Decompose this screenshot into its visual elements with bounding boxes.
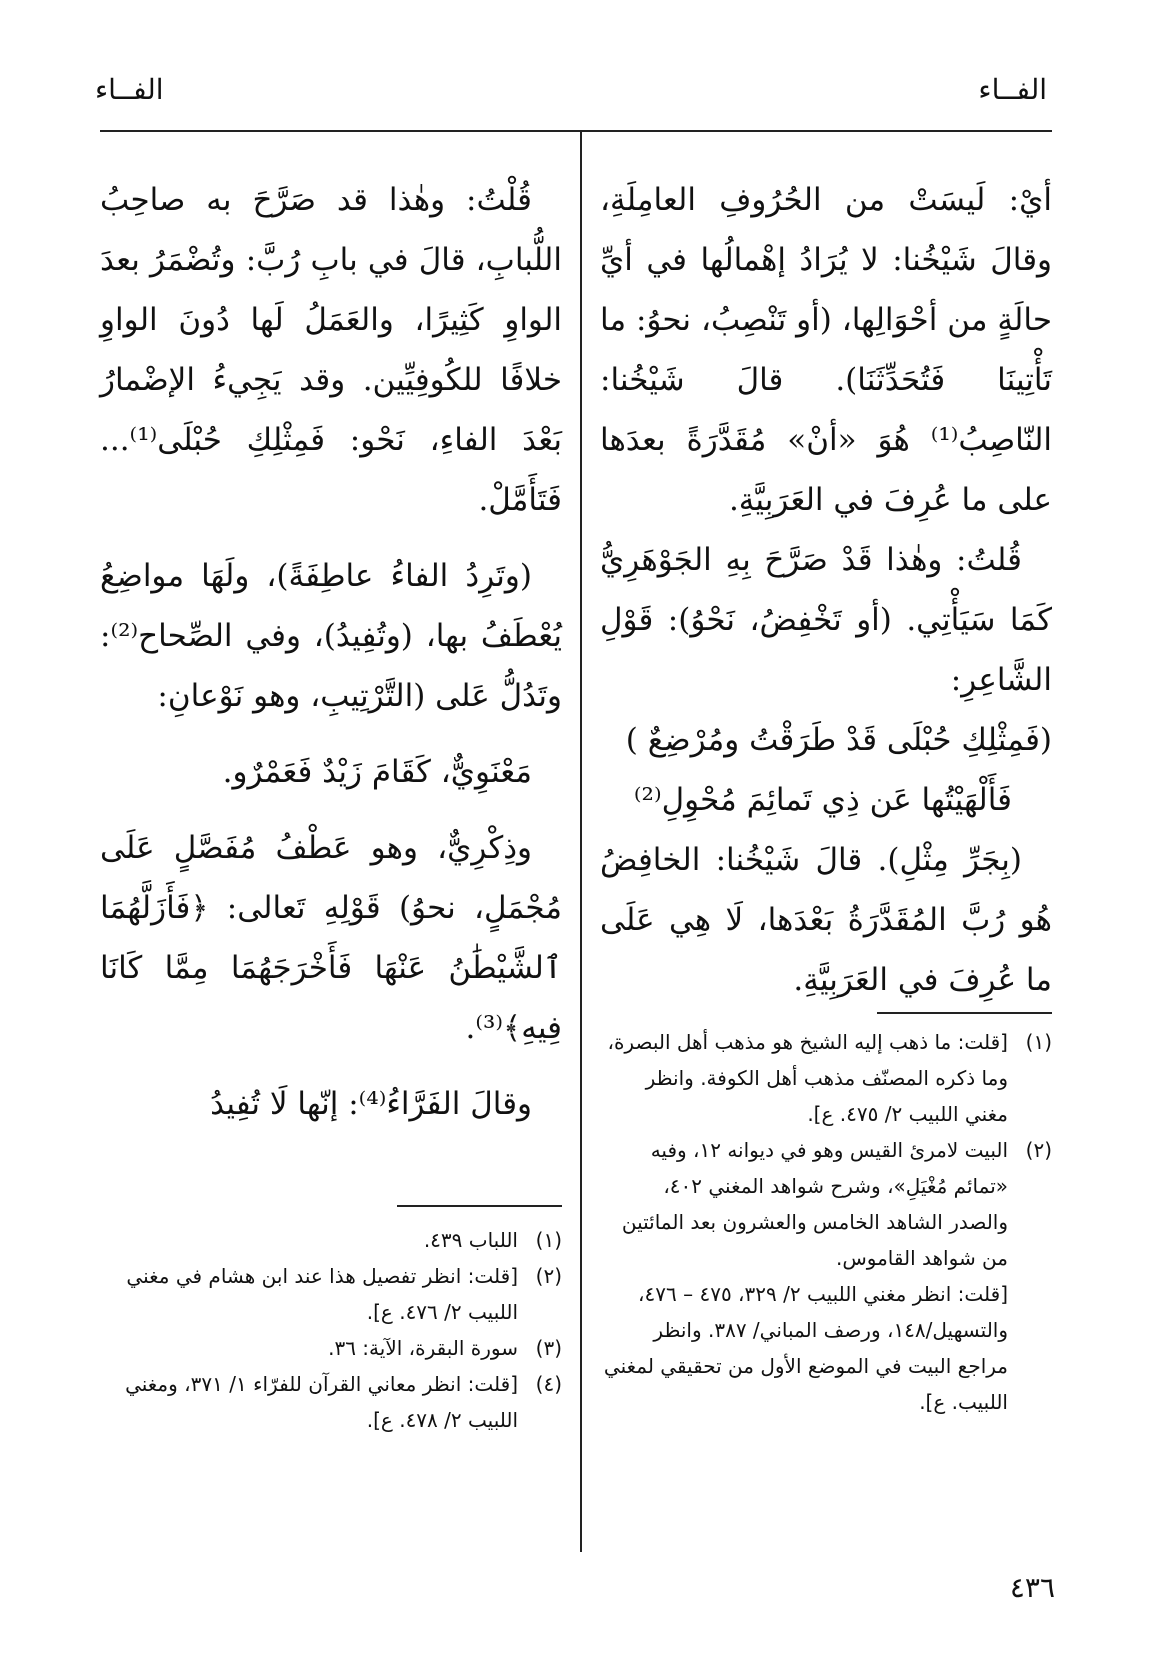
footnote-text: اللباب ٤٣٩.	[423, 1228, 518, 1252]
footnote-number: (٤)	[535, 1372, 562, 1396]
footnote-text: [قلت: انظر معاني القرآن للفرّاء ١/ ٣٧١، ومغني اللبيب ٢/ ٤٧٨. ع].	[125, 1372, 518, 1432]
paragraph: (بِجَرِّ مِثْلِ). قالَ شَيْخُنا: الخافِضُ هُو رُبَّ المُقَدَّرَةُ بَعْدَها، لَا هِي عَلَى ما عُرِفَ في العَرَبِيَّةِ.	[600, 842, 1052, 998]
footnote	[100, 1222, 562, 1258]
footnotes-right	[600, 1024, 1052, 1420]
footnote	[600, 1024, 1052, 1132]
footnote-number: (٢)	[535, 1264, 562, 1288]
footnote-number: (٣)	[535, 1336, 562, 1360]
footnote-text: [قلت: انظر مغني اللبيب ٢/ ٣٢٩، ٤٧٥ – ٤٧٦، والتسهيل/١٤٨، ورصف المباني/ ٣٨٧. وانظر مراجع البيت في الموضع الأول من تحقيقي لمغني اللبيب. ع].	[603, 1282, 1008, 1414]
footnote-number: (١)	[535, 1228, 562, 1252]
footnote	[100, 1330, 562, 1366]
footnote-rule-left	[397, 1205, 562, 1207]
footnote	[600, 1132, 1052, 1276]
paragraph: أيْ: لَيسَتْ من الحُرُوفِ العامِلَةِ، وقالَ شَيْخُنا: لا يُرَادُ إهْمالُها في أيِّ حالَةٍ من أحْوَالِها، (أو تَنْصِبُ، نحوُ: ما تَأْتِينَا فَتُحَدِّثَنَا). قالَ شَيْخُنا: النّاصِبُ⁽¹⁾ هُوَ «أنْ» مُقَدَّرَةً بعدَها على ما عُرِفَ في العَرَبِيَّةِ.	[600, 182, 1052, 518]
running-header-right: الفــاء	[978, 73, 1047, 106]
running-header-left: الفــاء	[95, 73, 164, 106]
footnote	[600, 1276, 1052, 1420]
column-divider	[580, 132, 582, 1552]
verse-line: (فَمِثْلِكِ حُبْلَى قَدْ طَرَقْتُ ومُرْضِعٌ )	[625, 722, 1052, 758]
paragraph: وقالَ الفَرَّاءُ⁽⁴⁾: إنّها لَا تُفِيدُ	[210, 1086, 532, 1122]
header-rule	[100, 130, 1052, 132]
footnote-text: [قلت: انظر تفصيل هذا عند ابن هشام في مغني اللبيب ٢/ ٤٧٦. ع].	[126, 1264, 518, 1324]
paragraph: وذِكْرِيٌّ، وهو عَطْفُ مُفَصَّلٍ عَلَى مُجْمَلٍ، نحوُ) قَوْلِهِ تَعالى: ﴿فَأَزَلَّهُمَا ٱلشَّيْطَٰنُ عَنْهَا فَأَخْرَجَهُمَا مِمَّا كَانَا فِيهِ﴾⁽³⁾.	[100, 830, 562, 1046]
page-number: ٤٣٦	[1009, 1571, 1055, 1604]
footnote-text: البيت لامرئ القيس وهو في ديوانه ١٢، وفيه «تمائم مُغْيَلِ»، وشرح شواهد المغني ٤٠٢، والصدر الشاهد الخامس والعشرون بعد المائتين من شواهد القاموس.	[621, 1138, 1008, 1270]
footnote-text: [قلت: ما ذهب إليه الشيخ هو مذهب أهل البصرة، وما ذكره المصنّف مذهب أهل الكوفة. وانظر مغني اللبيب ٢/ ٤٧٥. ع].	[607, 1030, 1008, 1126]
paragraph: قُلتُ: وهٰذا قَدْ صَرَّحَ بِهِ الجَوْهَرِيُّ كَمَا سَيَأْتِي. (أو تَخْفِضُ، نَحْوُ): قَوْلِ الشَّاعِرِ:	[600, 542, 1052, 698]
footnote-number: (٢)	[1025, 1138, 1052, 1162]
verse-line: فَأَلْهَيْتُها عَن ذِي تَمائِمَ مُحْوِلِ⁽²⁾	[633, 782, 1012, 818]
right-column	[600, 170, 1052, 1010]
footnote-rule-right	[877, 1012, 1052, 1014]
footnote-text: سورة البقرة، الآية: ٣٦.	[328, 1336, 518, 1360]
footnote	[100, 1366, 562, 1438]
paragraph: مَعْنَوِيٌّ، كَقَامَ زَيْدٌ فَعَمْرٌو.	[222, 754, 532, 790]
footnote-number: (١)	[1025, 1030, 1052, 1054]
footnote	[100, 1258, 562, 1330]
paragraph: (وتَرِدُ الفاءُ عاطِفَةً)، ولَهَا مواضِعُ يُعْطَفُ بها، (وتُفِيدُ)، وفي الصِّحاح⁽²⁾: وتَدُلُّ عَلى (التَّرْتِيبِ، وهو نَوْعانِ:	[100, 558, 562, 714]
footnotes-left	[100, 1222, 562, 1438]
left-column	[100, 170, 562, 1134]
paragraph: قُلْتُ: وهٰذا قد صَرَّحَ به صاحِبُ اللُّبابِ، قالَ في بابِ رُبَّ: وتُضْمَرُ بعدَ الواوِ كَثِيرًا، والعَمَلُ لَها دُونَ الواوِ خلافًا للكُوفِيِّين. وقد يَجِيءُ الإضْمارُ بَعْدَ الفاءِ، نَحْو: فَمِثْلِكِ حُبْلَى⁽¹⁾... فَتَأَمَّلْ.	[100, 182, 562, 518]
footnote-number	[1008, 1276, 1052, 1420]
